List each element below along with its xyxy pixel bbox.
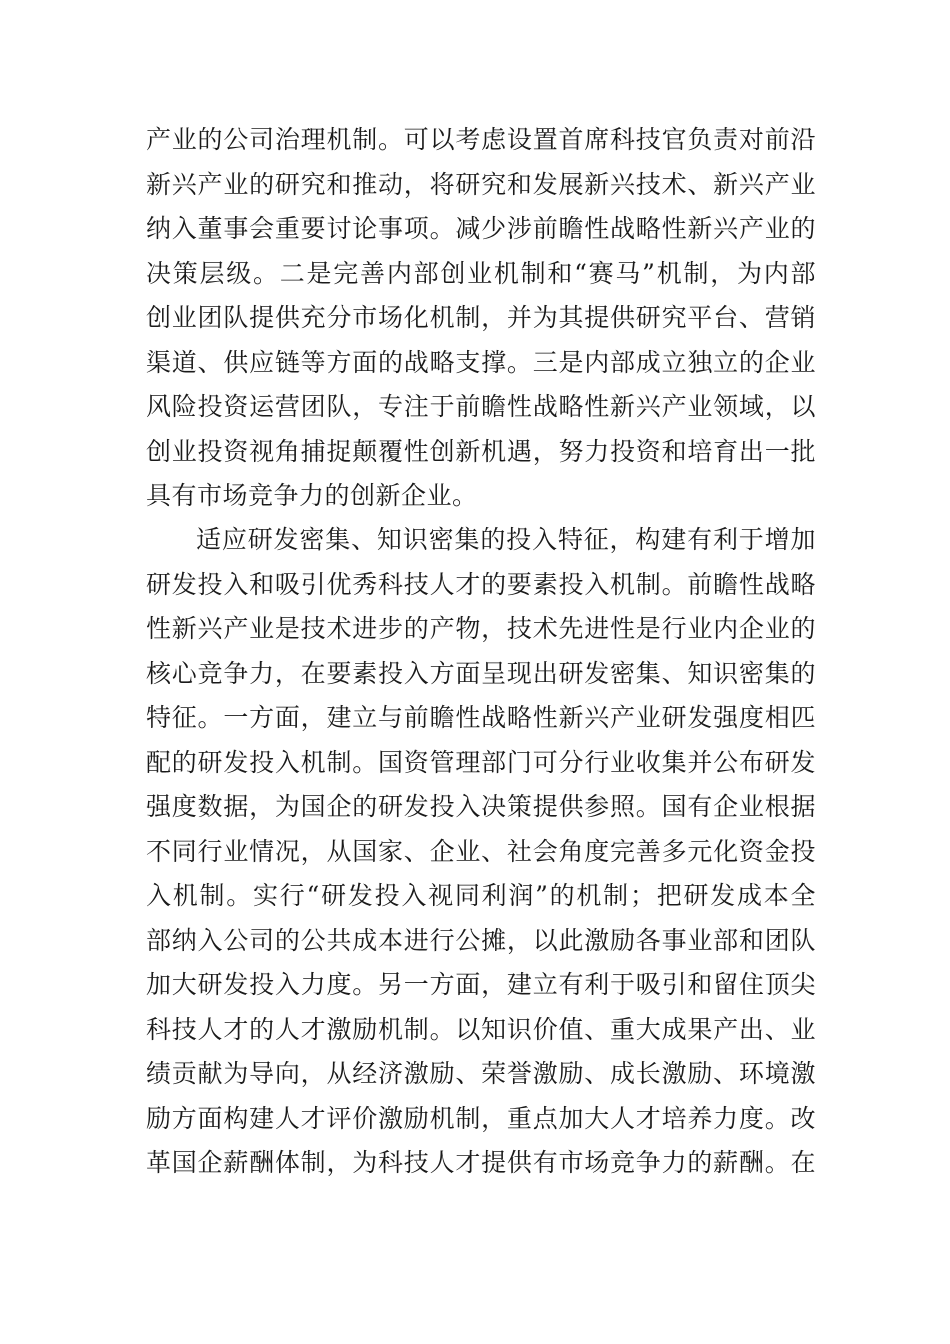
paragraph-line: 革国企薪酬体制，为科技人才提供有市场竞争力的薪酬。在 bbox=[146, 1148, 816, 1177]
paragraph-line: 性新兴产业是技术进步的产物，技术先进性是行业内企业的 bbox=[146, 614, 816, 643]
paragraph-line: 决策层级。二是完善内部创业机制和“赛马”机制，为内部 bbox=[146, 258, 816, 288]
paragraph-line: 加大研发投入力度。另一方面，建立有利于吸引和留住顶尖 bbox=[146, 970, 816, 999]
paragraph-line: 配的研发投入机制。国资管理部门可分行业收集并公布研发 bbox=[146, 747, 816, 777]
paragraph-line: 绩贡献为导向，从经济激励、荣誉激励、成长激励、环境激 bbox=[146, 1059, 816, 1088]
paragraph-line: 新兴产业的研究和推动，将研究和发展新兴技术、新兴产业 bbox=[146, 169, 816, 199]
paragraph-line: 特征。一方面，建立与前瞻性战略性新兴产业研发强度相匹 bbox=[146, 703, 816, 732]
paragraph-line: 产业的公司治理机制。可以考虑设置首席科技官负责对前沿 bbox=[146, 125, 816, 154]
paragraph-line: 入机制。实行“研发投入视同利润”的机制；把研发成本全 bbox=[146, 881, 816, 910]
paragraph-line: 具有市场竞争力的创新企业。 bbox=[146, 481, 478, 510]
paragraph-line: 不同行业情况，从国家、企业、社会角度完善多元化资金投 bbox=[146, 836, 816, 866]
paragraph-line: 创业团队提供充分市场化机制，并为其提供研究平台、营销 bbox=[146, 303, 816, 332]
paragraph-line: 科技人才的人才激励机制。以知识价值、重大成果产出、业 bbox=[146, 1014, 816, 1044]
paragraph-line: 创业投资视角捕捉颠覆性创新机遇，努力投资和培育出一批 bbox=[146, 436, 816, 466]
paragraph-1 bbox=[146, 118, 816, 519]
paragraph-2 bbox=[146, 518, 816, 1186]
paragraph-line: 强度数据，为国企的研发投入决策提供参照。国有企业根据 bbox=[146, 792, 816, 821]
paragraph-line: 纳入董事会重要讨论事项。减少涉前瞻性战略性新兴产业的 bbox=[146, 214, 816, 243]
paragraph-line: 风险投资运营团队，专注于前瞻性战略性新兴产业领域，以 bbox=[146, 392, 816, 421]
paragraph-line: 研发投入和吸引优秀科技人才的要素投入机制。前瞻性战略 bbox=[146, 569, 816, 599]
paragraph-line: 适应研发密集、知识密集的投入特征，构建有利于增加 bbox=[196, 525, 816, 554]
paragraph-line: 核心竞争力，在要素投入方面呈现出研发密集、知识密集的 bbox=[146, 658, 816, 688]
paragraph-line: 部纳入公司的公共成本进行公摊，以此激励各事业部和团队 bbox=[146, 925, 816, 955]
paragraph-line: 励方面构建人才评价激励机制，重点加大人才培养力度。改 bbox=[146, 1103, 816, 1133]
paragraph-line: 渠道、供应链等方面的战略支撑。三是内部成立独立的企业 bbox=[146, 347, 816, 377]
